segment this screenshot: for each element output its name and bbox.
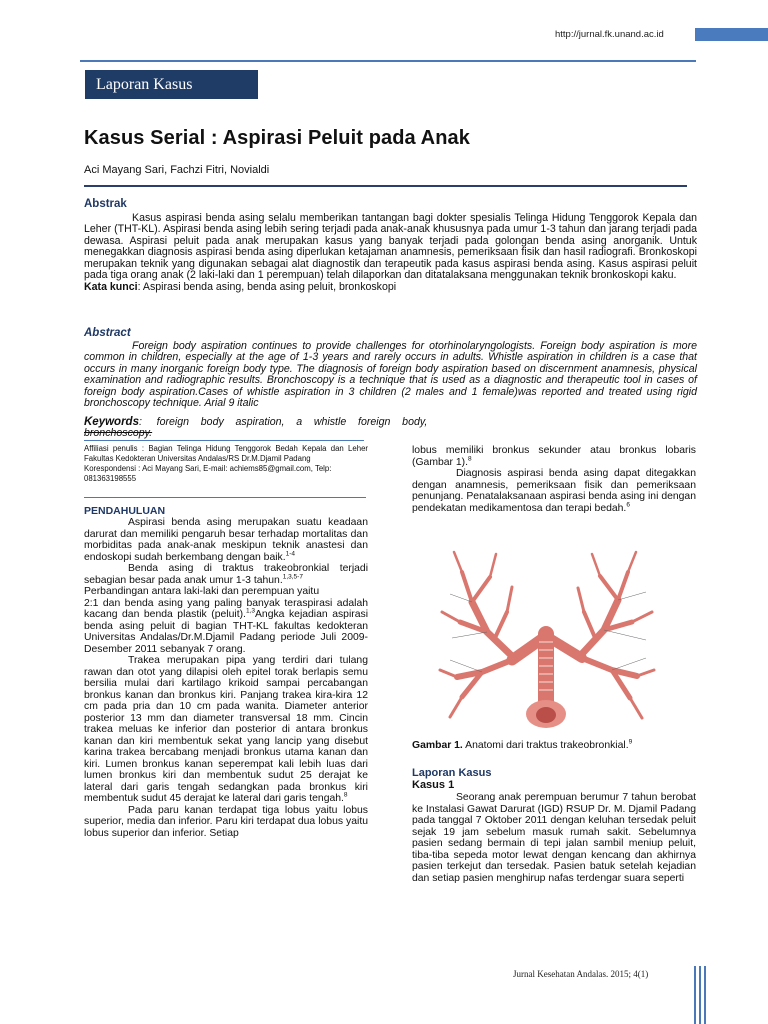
abstract-section [84,341,697,409]
affiliation-block [84,444,368,484]
correspondence-text: Korespondensi : Aci Mayang Sari, E-mail: achiems85@gmail.com, Telp: 081363198555 [84,464,332,483]
citation-sup: 1-4 [285,550,296,558]
pendahuluan-p3-text: Trakea merupakan pipa yang terdiri dari tulang rawan dan otot yang dilapisi oleh epitel torak berlapis semu bersilia mulai dari kartilago krikoid sampai percabangan bronkus kanan dan bronkus kiri. Panjang trakea kira-kira 12 cm pada pria dan 10 cm pada wanita. Diameter anterior posterior 13 mm dan diameter transversal 18 mm. Cincin trakea meluas ke inferior dan posterior di antara bronkus kanan dan kiri membentuk sekat yang lancip yang disebut karina trakea bercabang menjadi bronkus utama kanan dan kiri. Lumen bronkus kanan seperempat kali lebih luas dari lumen bronkus kiri dan membentuk sudut 25 derajat ke lateral dari garis tengah sedangkan pada bronkus kiri membentuk sudut 45 derajat ke lateral dari garis tengah. [84,655,368,804]
pendahuluan-p2c-text: 2:1 dan benda asing yang paling banyak teraspirasi adalah kacang dan benda plastik (peluit). [84,597,368,620]
tracheobronchial-anatomy-figure [432,542,660,734]
footer-bar-3 [704,966,706,1024]
pendahuluan-p2c [84,598,368,656]
journal-citation-footer: Jurnal Kesehatan Andalas. 2015; 4(1) [513,969,649,979]
right-p1-text: lobus memiliki bronkus sekunder atau bronkus lobaris (Gambar 1). [412,445,696,468]
laporan-kasus-heading: Laporan Kasus [412,767,492,779]
article-type-badge: Laporan Kasus [85,70,258,99]
journal-url[interactable]: http://jurnal.fk.unand.ac.id [555,29,664,40]
caption-text: Anatomi dari traktus trakeobronkial. [462,740,629,751]
article-authors: Aci Mayang Sari, Fachzi Fitri, Novialdi [84,164,270,176]
citation-sup: 1,3 [245,607,255,615]
abstrak-heading: Abstrak [84,198,127,210]
kasus-1-body [412,792,696,906]
keywords-text: : foreign body aspiration, a whistle foreign body, [138,416,428,428]
right-p2 [412,468,696,514]
pendahuluan-p3 [84,655,368,805]
affiliation-text: Affiliasi penulis : Bagian Telinga Hidung Tenggorok Bedah Kepala dan Leher Fakultas Kedokteran Universitas Andalas/RS Dr.M.Djamil Padang [84,444,368,463]
pendahuluan-p4: Pada paru kanan terdapat tiga lobus yaitu lobus superior, media dan inferior. Paru kiri terdapat dua lobus yaitu lobus superior dan inferior. Setiap [84,804,368,839]
kata-kunci-label: Kata kunci [84,281,138,294]
abstrak-text: Kasus aspirasi benda asing selalu memberikan tantangan bagi dokter spesialis Telinga Hidung Tenggorok Kepala dan Leher (THT-KL). Aspirasi benda asing lebih sering terjadi pada anak-anak khususnya pada umur 1-3 tahun dan jarang terjadi pada dewasa. Aspirasi peluit pada anak merupakan kasus yang banyak terjadi pada golongan benda asing anorganik. Untuk menegakkan diagnosis aspirasi benda asing diperlukan ketajaman anamnesis, pemeriksaan fisik dan hasil radiografi. Bronkoskopi merupakan teknik yang digunakan sebagai alat diagnostik dan terapeutik pada kasus aspirasi benda asing. Kasus aspirasi peluit pada tiga orang anak (2 laki-laki dan 1 perempuan) telah dilaporkan dan ditatalaksana menggunakan teknik bronkoskopi kaku. [84,212,697,282]
right-p2-text: Diagnosis aspirasi benda asing dapat ditegakkan dengan anamnesis, pemeriksaan fisik dan pemeriksaan penunjang. Penatalaksanaan aspirasi benda asing ini dengan pendekatan medikamentosa dan terapi bedah. [412,468,696,514]
keywords-label: Keywords [84,416,139,428]
authors-rule [84,185,687,187]
abstract-keywords [84,417,472,440]
left-column-body [84,517,368,927]
kata-kunci-text: : Aspirasi benda asing, benda asing peluit, bronkoskopi [137,281,397,294]
right-p1 [412,445,696,468]
pendahuluan-p1 [84,517,368,563]
pendahuluan-p2-text: Benda asing di traktus trakeobronkial terjadi sebagian besar pada anak umur 1-3 tahun. [84,563,368,586]
header-rule [80,60,696,62]
footer-bar-1 [694,966,696,1024]
header-accent-bar [695,28,768,41]
kasus-1-heading: Kasus 1 [412,779,455,791]
pendahuluan-p2b: Perbandingan antara laki-laki dan perempuan yaitu [84,586,320,597]
caption-label: Gambar 1. [412,740,463,751]
citation-sup: 9 [628,738,633,746]
citation-sup: 6 [626,501,630,509]
abstrak-keywords [84,282,697,293]
footer-bar-2 [699,966,701,1024]
pendahuluan-p2 [84,563,368,586]
pendahuluan-heading: PENDAHULUAN [84,505,166,517]
kasus-1-text: Seorang anak perempuan berumur 7 tahun berobat ke Instalasi Gawat Darurat (IGD) RSUP Dr. M. Djamil Padang pada tanggal 7 Oktober 2011 dengan keluhan tersedak peluit sejak 19 jam sebelum masuk rumah sakit. Sebelumnya pasien sedang bermain di tepi jalan sambil meniup peluit, tiba-tiba sepeda motor lewat dengan kencang dan akhirnya pasien terkejut dan tersedak. Pasien batuk setelah kejadian dan setiap pasien menghirup nafas terdengar suara seperti [412,792,696,884]
pendahuluan-p2d-text: Angka kejadian aspirasi benda asing peluit di bagian THT-KL fakultas kedokteran Universitas Andalas/Dr.M.Djamil Padang periode Juli 2009-Desember 2011 sebanyak 7 orang. [84,609,368,655]
abstract-heading: Abstract [84,327,131,339]
left-col-rule-bottom [84,497,366,498]
pendahuluan-p1-text: Aspirasi benda asing merupakan suatu keadaan darurat dan memiliki pengaruh besar terhadap mortalitas dan morbiditas pada anak-anak meskipun teknik anastesi dan endoskopi sudah berkembang dengan baik. [84,517,368,563]
abstrak-section [84,213,697,294]
keywords-text-cont: bronchoscopy. [84,427,153,440]
article-title: Kasus Serial : Aspirasi Peluit pada Anak [84,127,470,149]
citation-sup: 1,3,5-7 [282,573,303,581]
citation-sup: 8 [343,791,348,799]
left-col-rule-top [84,440,364,441]
abstract-text: Foreign body aspiration continues to provide challenges for otorhinolaryngologists. Foreign body aspiration is more common in children, especially at the age of 1-3 years and rarely occurs in adults. Whistle aspiration in children is a case that occurs in many inorganic foreign body type. The diagnosis of foreign body aspiration based on discernment anamnesis, physical examination and radiographic results. Bronchoscopy is a technique that is used as a diagnostic and therapeutic tool in cases of foreign body aspiration.Cases of whistle aspiration in 3 children (2 males and 1 female)was reported and treated using rigid bronchoscopy technique. Arial 9 italic [84,340,697,410]
citation-sup: 8 [468,455,472,463]
figure-caption [412,740,632,751]
right-column-top [412,445,696,514]
